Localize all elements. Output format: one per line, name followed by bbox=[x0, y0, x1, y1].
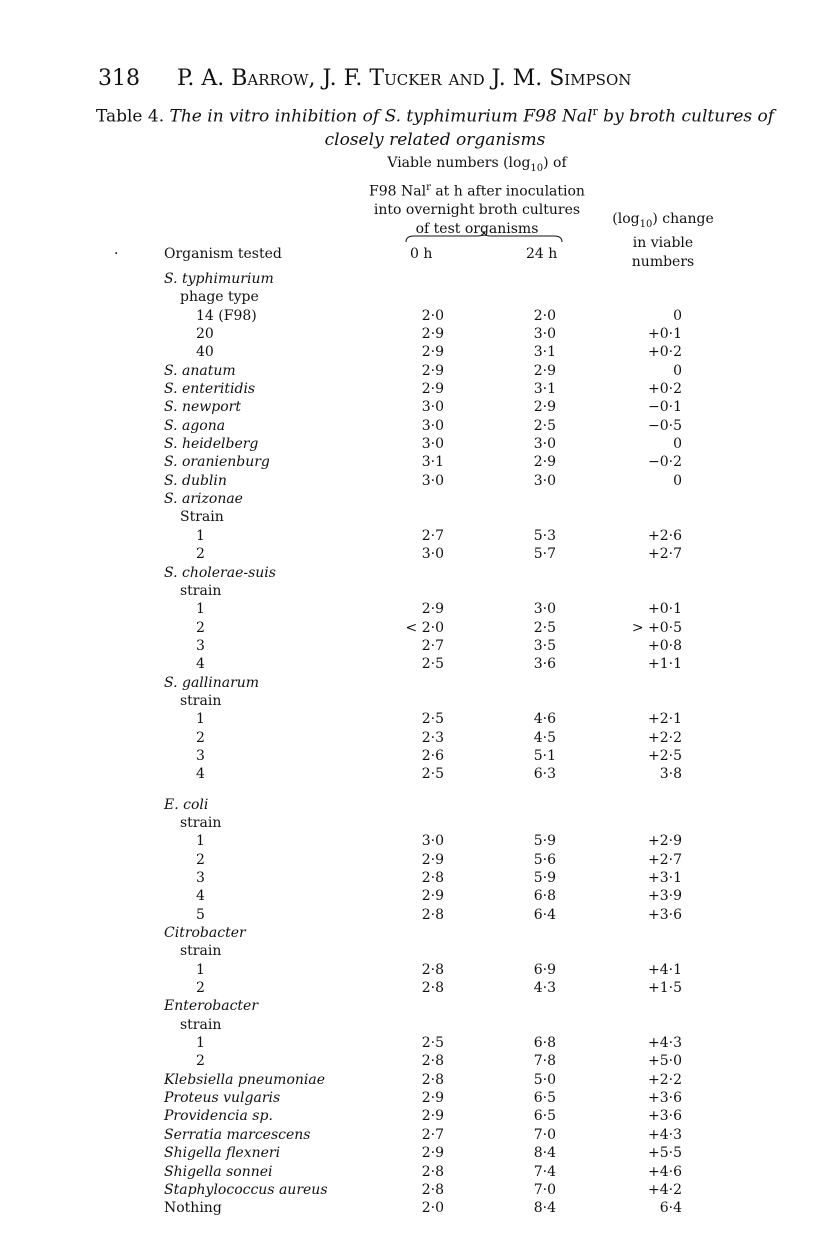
organism-cell: 3 bbox=[196, 870, 205, 886]
table-row bbox=[0, 1181, 816, 1199]
change-cell: +1·5 bbox=[648, 980, 682, 997]
viable-header-line2-tail: at h after inoculation bbox=[430, 183, 585, 200]
table-row bbox=[0, 582, 816, 600]
zero-hour-cell: 3·1 bbox=[421, 454, 444, 471]
change-cell: +2·9 bbox=[648, 833, 682, 850]
change-cell: +0·1 bbox=[648, 601, 682, 618]
organism-cell: 2 bbox=[196, 729, 205, 746]
organism-cell: 1 bbox=[196, 527, 205, 544]
viable-header-line3: into overnight broth cultures bbox=[373, 202, 581, 219]
twentyfour-hour-cell: 5·7 bbox=[533, 546, 556, 563]
change-cell: 0 bbox=[673, 362, 682, 379]
twentyfour-hour-cell: 2·0 bbox=[533, 307, 556, 324]
zero-hour-cell: 2·7 bbox=[421, 637, 444, 654]
table-row bbox=[0, 655, 816, 673]
organism-cell: S. heidelberg bbox=[164, 436, 259, 453]
twentyfour-hour-cell: 3·5 bbox=[533, 637, 556, 654]
change-cell: +3·6 bbox=[648, 1090, 682, 1107]
zero-hour-cell: 3·0 bbox=[421, 436, 444, 453]
organism-cell: 2 bbox=[196, 851, 205, 868]
change-cell: +2·7 bbox=[648, 546, 682, 563]
zero-hour-cell: 2·9 bbox=[421, 381, 444, 398]
table-row bbox=[0, 851, 816, 869]
twentyfour-hour-cell: 6·9 bbox=[533, 961, 556, 978]
zero-hour-cell: 2·9 bbox=[421, 1090, 444, 1107]
table-row bbox=[0, 710, 816, 728]
organism-cell: 1 bbox=[196, 833, 205, 850]
change-header bbox=[604, 210, 722, 272]
twentyfour-hour-cell: 3·0 bbox=[533, 436, 556, 453]
table-row bbox=[0, 832, 816, 850]
zero-hour-cell: 2·9 bbox=[421, 1145, 444, 1162]
table-row bbox=[0, 1199, 816, 1217]
twentyfour-hour-cell: 8·4 bbox=[533, 1200, 556, 1217]
organism-cell: 1 bbox=[196, 1035, 205, 1052]
change-cell: +2·2 bbox=[648, 1071, 682, 1088]
twentyfour-hour-cell: 5·0 bbox=[533, 1071, 556, 1088]
change-cell: +2·5 bbox=[648, 747, 682, 764]
twentyfour-hour-cell: 3·6 bbox=[533, 656, 556, 673]
organism-cell: S. oranienburg bbox=[164, 454, 270, 471]
change-cell: +0·2 bbox=[648, 381, 682, 398]
table-row bbox=[0, 729, 816, 747]
change-cell: −0·5 bbox=[648, 417, 682, 434]
twentyfour-hour-cell: 7·0 bbox=[533, 1126, 556, 1143]
twentyfour-hour-cell: 2·9 bbox=[533, 362, 556, 379]
table-row bbox=[0, 307, 816, 325]
organism-cell: Strain bbox=[180, 509, 224, 526]
table-row bbox=[0, 796, 816, 814]
twentyfour-hour-cell: 4·5 bbox=[533, 729, 556, 746]
organism-cell: S. gallinarum bbox=[164, 674, 260, 691]
organism-cell: 1 bbox=[196, 961, 205, 978]
change-cell: +1·1 bbox=[648, 656, 682, 673]
organism-cell: Serratia marcescens bbox=[164, 1126, 311, 1143]
table-row bbox=[0, 674, 816, 692]
change-cell: +4·3 bbox=[648, 1126, 682, 1143]
viable-header-sup: r bbox=[426, 181, 431, 193]
change-header-line2: in viable bbox=[632, 234, 694, 251]
twentyfour-hour-cell: 3·0 bbox=[533, 326, 556, 343]
twentyfour-hour-cell: 7·4 bbox=[533, 1163, 556, 1180]
organism-cell: S. enteritidis bbox=[164, 381, 256, 398]
table-row bbox=[0, 600, 816, 618]
table-row bbox=[0, 453, 816, 471]
table-row bbox=[0, 288, 816, 306]
organism-cell: 4 bbox=[196, 888, 205, 905]
change-cell: +3·6 bbox=[648, 1108, 682, 1125]
change-header-line1a: (log bbox=[612, 211, 640, 227]
change-cell: +0·8 bbox=[648, 637, 682, 654]
organism-cell: 5 bbox=[196, 906, 205, 923]
zero-hour-cell: 2·8 bbox=[421, 906, 444, 923]
zero-hour-cell: 2·6 bbox=[421, 747, 444, 764]
zero-hour-cell: 2·5 bbox=[421, 656, 444, 673]
change-cell: +4·6 bbox=[648, 1163, 682, 1180]
twentyfour-hour-cell: 4·6 bbox=[533, 711, 556, 728]
organism-cell: S. anatum bbox=[164, 362, 236, 379]
change-cell: +2·1 bbox=[648, 711, 682, 728]
twentyfour-hour-cell: 3·1 bbox=[533, 381, 556, 398]
table-row bbox=[0, 692, 816, 710]
table-row bbox=[0, 1071, 816, 1089]
stray-mark: · bbox=[114, 246, 119, 262]
zero-hour-cell: 2·5 bbox=[421, 1035, 444, 1052]
twentyfour-hour-cell: 2·9 bbox=[533, 454, 556, 471]
table-row bbox=[0, 1052, 816, 1070]
zero-hour-cell: 2·8 bbox=[421, 1053, 444, 1070]
twentyfour-hour-cell: 3·1 bbox=[533, 344, 556, 361]
change-cell: > +0·5 bbox=[631, 619, 682, 636]
zero-hour-cell: 2·9 bbox=[421, 1108, 444, 1125]
organism-cell: strain bbox=[180, 943, 222, 960]
zero-hour-cell: 2·9 bbox=[421, 851, 444, 868]
organism-cell: strain bbox=[180, 814, 222, 831]
change-header-line3: numbers bbox=[631, 253, 695, 270]
zero-hour-cell: 2·9 bbox=[421, 326, 444, 343]
organism-cell: 3 bbox=[196, 637, 205, 654]
table-row bbox=[0, 924, 816, 942]
table-title-text: The in vitro inhibition of S. typhimurium F98 Nal bbox=[169, 106, 593, 127]
change-header-sub: 10 bbox=[639, 218, 653, 230]
organism-cell: 40 bbox=[196, 344, 214, 361]
table-row bbox=[0, 564, 816, 582]
organism-cell: S. agona bbox=[164, 417, 226, 434]
table-row bbox=[0, 343, 816, 361]
change-cell: 6·4 bbox=[659, 1200, 682, 1217]
zero-hour-cell: 2·8 bbox=[421, 1071, 444, 1088]
change-cell: +0·2 bbox=[648, 344, 682, 361]
zero-hour-cell: 3·0 bbox=[421, 417, 444, 434]
twentyfour-hour-cell: 6·3 bbox=[533, 766, 556, 783]
organism-cell: S. newport bbox=[164, 399, 241, 416]
organism-cell: 3 bbox=[196, 747, 205, 764]
zero-hour-cell: 2·7 bbox=[421, 1126, 444, 1143]
change-header-line1b: ) change bbox=[652, 211, 714, 227]
table-row bbox=[0, 1163, 816, 1181]
zero-hour-cell: 2·8 bbox=[421, 1163, 444, 1180]
zero-hour-cell: 2·7 bbox=[421, 527, 444, 544]
table-row bbox=[0, 380, 816, 398]
twentyfour-hour-cell: 8·4 bbox=[533, 1145, 556, 1162]
table-row bbox=[0, 997, 816, 1015]
organism-cell: 20 bbox=[196, 326, 214, 343]
table-row bbox=[0, 1089, 816, 1107]
organism-cell: Providencia sp. bbox=[164, 1108, 273, 1125]
twentyfour-hour-cell: 2·5 bbox=[533, 417, 556, 434]
table-row bbox=[0, 398, 816, 416]
zero-hour-cell: 3·0 bbox=[421, 546, 444, 563]
organism-cell: Staphylococcus aureus bbox=[164, 1181, 328, 1198]
organism-cell: Shigella flexneri bbox=[164, 1145, 281, 1162]
table-row bbox=[0, 814, 816, 832]
organism-cell: 2 bbox=[196, 546, 205, 563]
twentyfour-hour-cell: 6·5 bbox=[533, 1108, 556, 1125]
organism-cell: phage type bbox=[180, 289, 259, 306]
twentyfour-hour-cell: 6·8 bbox=[533, 888, 556, 905]
zero-hour-cell: 2·5 bbox=[421, 766, 444, 783]
organism-cell: S. arizonae bbox=[164, 491, 243, 508]
organism-cell: Shigella sonnei bbox=[164, 1163, 273, 1180]
table-row bbox=[0, 619, 816, 637]
change-cell: +0·1 bbox=[648, 326, 682, 343]
change-cell: +3·9 bbox=[648, 888, 682, 905]
zero-hour-cell: 2·8 bbox=[421, 980, 444, 997]
twentyfour-hour-cell: 3·0 bbox=[533, 472, 556, 489]
twentyfour-hour-cell: 7·0 bbox=[533, 1181, 556, 1198]
organism-cell: S. cholerae-suis bbox=[164, 564, 276, 581]
organism-cell: Proteus vulgaris bbox=[164, 1090, 281, 1107]
organism-cell: strain bbox=[180, 1016, 222, 1033]
table-row bbox=[0, 527, 816, 545]
change-cell: +3·1 bbox=[648, 870, 682, 886]
table-row bbox=[0, 545, 816, 563]
zero-hour-cell: 2·0 bbox=[421, 307, 444, 324]
change-cell: 0 bbox=[673, 436, 682, 453]
table-row bbox=[0, 637, 816, 655]
change-cell: +5·0 bbox=[648, 1053, 682, 1070]
zero-hour-cell: 2·9 bbox=[421, 888, 444, 905]
authors: P. A. Barrow, J. F. Tucker and J. M. Simpson bbox=[177, 66, 632, 91]
column-brace bbox=[404, 230, 564, 244]
table-row bbox=[0, 362, 816, 380]
change-cell: +2·6 bbox=[648, 527, 682, 544]
change-cell: +2·2 bbox=[648, 729, 682, 746]
table-row bbox=[0, 979, 816, 997]
organism-cell: strain bbox=[180, 582, 222, 599]
twentyfour-hour-cell: 6·8 bbox=[533, 1035, 556, 1052]
zero-hour-cell: 2·8 bbox=[421, 870, 444, 886]
organism-cell: S. dublin bbox=[164, 472, 227, 489]
change-cell: −0·1 bbox=[648, 399, 682, 416]
zero-hour-cell: < 2·0 bbox=[405, 619, 444, 636]
table-row bbox=[0, 270, 816, 288]
twentyfour-hour-cell: 7·8 bbox=[533, 1053, 556, 1070]
organism-cell: 1 bbox=[196, 711, 205, 728]
twentyfour-hour-cell: 4·3 bbox=[533, 980, 556, 997]
twentyfour-hour-cell: 3·0 bbox=[533, 601, 556, 618]
organism-cell: 2 bbox=[196, 980, 205, 997]
organism-cell: Citrobacter bbox=[164, 925, 246, 942]
change-cell: +4·2 bbox=[648, 1181, 682, 1198]
organism-cell: 2 bbox=[196, 619, 205, 636]
change-cell: 0 bbox=[673, 472, 682, 489]
twentyfour-hour-cell: 2·5 bbox=[533, 619, 556, 636]
table-row bbox=[0, 1144, 816, 1162]
table-row bbox=[0, 961, 816, 979]
twentyfour-hour-cell: 5·6 bbox=[533, 851, 556, 868]
organism-cell: E. coli bbox=[164, 796, 209, 813]
organism-cell: strain bbox=[180, 692, 222, 709]
viable-header-line4: of test organisms bbox=[415, 221, 539, 238]
organism-column-header: Organism tested bbox=[164, 246, 282, 262]
zero-hour-cell: 3·0 bbox=[421, 399, 444, 416]
viable-header-line1-tail: ) of bbox=[543, 155, 567, 171]
twentyfour-hour-cell: 6·5 bbox=[533, 1090, 556, 1107]
table-row bbox=[0, 765, 816, 783]
table-title-tail: by broth cultures of closely related organisms bbox=[324, 106, 775, 150]
zero-hour-cell: 2·8 bbox=[421, 1181, 444, 1198]
twentyfour-hour-cell: 6·4 bbox=[533, 906, 556, 923]
table-row bbox=[0, 906, 816, 924]
twentyfour-hour-cell: 5·1 bbox=[533, 747, 556, 764]
zero-hour-cell: 3·0 bbox=[421, 833, 444, 850]
viable-numbers-header bbox=[348, 154, 606, 239]
change-cell: +4·1 bbox=[648, 961, 682, 978]
table-row bbox=[0, 887, 816, 905]
change-cell: 0 bbox=[673, 307, 682, 324]
table-row bbox=[0, 869, 816, 887]
table-row bbox=[0, 1126, 816, 1144]
running-header bbox=[98, 66, 631, 91]
zero-hour-column-header: 0 h bbox=[410, 246, 433, 262]
page-number: 318 bbox=[98, 66, 140, 91]
table-row bbox=[0, 1107, 816, 1125]
change-cell: +5·5 bbox=[648, 1145, 682, 1162]
zero-hour-cell: 2·9 bbox=[421, 344, 444, 361]
viable-header-sub: 10 bbox=[530, 162, 544, 174]
zero-hour-cell: 2·8 bbox=[421, 961, 444, 978]
table-row bbox=[0, 490, 816, 508]
table-row bbox=[0, 325, 816, 343]
organism-cell: 14 (F98) bbox=[196, 307, 257, 324]
change-cell: +2·7 bbox=[648, 851, 682, 868]
table-row bbox=[0, 417, 816, 435]
organism-cell: Enterobacter bbox=[164, 998, 259, 1015]
organism-cell: 2 bbox=[196, 1053, 205, 1070]
table-label: Table 4. bbox=[95, 106, 165, 127]
twentyfour-hour-cell: 5·9 bbox=[533, 870, 556, 886]
organism-cell: 4 bbox=[196, 766, 205, 783]
change-cell: +3·6 bbox=[648, 906, 682, 923]
twentyfour-hour-column-header: 24 h bbox=[526, 246, 558, 262]
twentyfour-hour-cell: 2·9 bbox=[533, 399, 556, 416]
table-row bbox=[0, 472, 816, 490]
twentyfour-hour-cell: 5·3 bbox=[533, 527, 556, 544]
change-cell: 3·8 bbox=[659, 766, 682, 783]
table-title-sup: r bbox=[592, 105, 598, 118]
viable-header-line1: Viable numbers (log bbox=[387, 155, 531, 171]
organism-cell: 1 bbox=[196, 601, 205, 618]
viable-header-line2: F98 Nal bbox=[369, 183, 427, 200]
table-row bbox=[0, 747, 816, 765]
twentyfour-hour-cell: 5·9 bbox=[533, 833, 556, 850]
table-row bbox=[0, 508, 816, 526]
table-row bbox=[0, 435, 816, 453]
zero-hour-cell: 2·5 bbox=[421, 711, 444, 728]
change-cell: −0·2 bbox=[648, 454, 682, 471]
organism-cell: S. typhimurium bbox=[164, 271, 274, 287]
change-cell: +4·3 bbox=[648, 1035, 682, 1052]
zero-hour-cell: 2·0 bbox=[421, 1200, 444, 1217]
zero-hour-cell: 2·9 bbox=[421, 362, 444, 379]
zero-hour-cell: 2·9 bbox=[421, 601, 444, 618]
organism-cell: 4 bbox=[196, 656, 205, 673]
table-row bbox=[0, 942, 816, 960]
table-row bbox=[0, 1016, 816, 1034]
zero-hour-cell: 2·3 bbox=[421, 729, 444, 746]
table-title bbox=[90, 100, 780, 152]
organism-cell: Nothing bbox=[164, 1200, 222, 1217]
table-body bbox=[0, 270, 816, 1218]
table-row bbox=[0, 1034, 816, 1052]
organism-cell: Klebsiella pneumoniae bbox=[164, 1071, 325, 1088]
zero-hour-cell: 3·0 bbox=[421, 472, 444, 489]
